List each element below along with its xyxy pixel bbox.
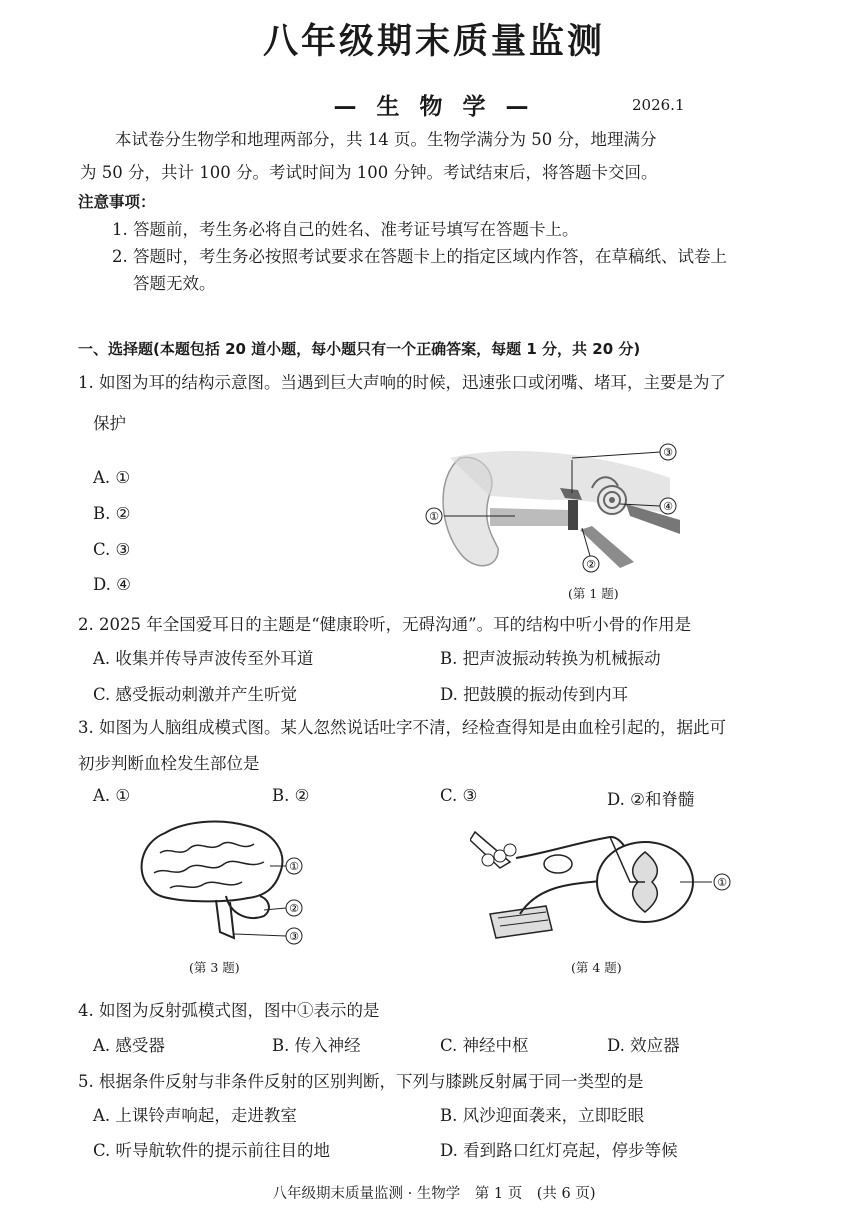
q2-option-c: C. 感受振动刺激并产生听觉 [93, 685, 298, 704]
page-footer: 八年级期末质量监测 · 生物学 第 1 页 (共 6 页) [272, 1186, 596, 1202]
q1-stem-2: 保护 [93, 414, 126, 433]
subject-title: — 生 物 学 — [333, 94, 535, 120]
q5-option-c: C. 听导航软件的提示前往目的地 [93, 1141, 331, 1160]
exam-date: 2026.1 [632, 96, 685, 114]
reflex-arc-diagram [470, 822, 740, 950]
ear-diagram [420, 438, 700, 578]
q5-option-a: A. 上课铃声响起，走进教室 [93, 1106, 297, 1125]
q3-option-d: D. ②和脊髓 [607, 790, 695, 809]
q3-stem-1: 3. 如图为人脑组成模式图。某人忽然说话吐字不清，经检查得知是由血栓引起的，据此可 [78, 718, 726, 737]
intro-line-1: 本试卷分生物学和地理两部分，共 14 页。生物学满分为 50 分，地理满分 [115, 130, 657, 149]
q2-option-a: A. 收集并传导声波传至外耳道 [93, 649, 314, 668]
q1-option-c: C. ③ [93, 540, 131, 559]
q1-option-a: A. ① [93, 468, 131, 487]
q4-option-b: B. 传入神经 [272, 1036, 361, 1055]
q5-stem: 5. 根据条件反射与非条件反射的区别判断，下列与膝跳反射属于同一类型的是 [78, 1072, 644, 1091]
q4-option-c: C. 神经中枢 [440, 1036, 529, 1055]
q3-option-c: C. ③ [440, 786, 478, 805]
q2-stem: 2. 2025 年全国爱耳日的主题是“健康聆听，无碍沟通”。耳的结构中听小骨的作用是 [78, 615, 692, 634]
intro-line-2: 为 50 分，共计 100 分。考试时间为 100 分钟。考试结束后，将答题卡交回。 [80, 163, 658, 182]
q4-stem: 4. 如图为反射弧模式图，图中①表示的是 [78, 1001, 380, 1020]
q1-stem-1: 1. 如图为耳的结构示意图。当遇到巨大声响的时候，迅速张口或闭嘴、堵耳，主要是为了 [78, 373, 726, 392]
q1-caption: (第 1 题) [568, 586, 619, 601]
brain-label-2: ② [289, 902, 299, 915]
q5-option-d: D. 看到路口红灯亮起，停步等候 [440, 1141, 678, 1160]
q2-option-d: D. 把鼓膜的振动传到内耳 [440, 685, 629, 704]
q5-option-b: B. 风沙迎面袭来，立即眨眼 [440, 1106, 645, 1125]
q4-caption: (第 4 题) [571, 960, 622, 975]
brain-label-3: ③ [289, 930, 299, 943]
notice-item-1: 1. 答题前，考生务必将自己的姓名、准考证号填写在答题卡上。 [112, 220, 579, 239]
notice-item-2: 2. 答题时，考生务必按照考试要求在答题卡上的指定区域内作答，在草稿纸、试卷上 [112, 247, 727, 266]
q3-option-b: B. ② [272, 786, 310, 805]
section-heading: 一、选择题(本题包括 20 道小题，每小题只有一个正确答案，每题 1 分，共 20 分) [78, 340, 641, 358]
ear-label-3: ③ [663, 446, 673, 459]
q3-caption: (第 3 题) [189, 960, 240, 975]
brain-label-1: ① [289, 860, 299, 873]
q1-option-b: B. ② [93, 504, 131, 523]
reflex-label-1: ① [717, 876, 727, 889]
q4-option-d: D. 效应器 [607, 1036, 680, 1055]
q3-option-a: A. ① [93, 786, 131, 805]
notice-heading: 注意事项： [78, 193, 156, 211]
q3-stem-2: 初步判断血栓发生部位是 [78, 754, 260, 773]
q2-option-b: B. 把声波振动转换为机械振动 [440, 649, 661, 668]
ear-label-2: ② [586, 558, 596, 571]
q1-option-d: D. ④ [93, 575, 131, 594]
q4-option-a: A. 感受器 [93, 1036, 165, 1055]
ear-label-4: ④ [663, 500, 673, 513]
ear-label-1: ① [429, 510, 439, 523]
notice-item-2-cont: 答题无效。 [133, 274, 216, 293]
page-title: 八年级期末质量监测 [262, 22, 605, 62]
brain-diagram [130, 818, 315, 950]
